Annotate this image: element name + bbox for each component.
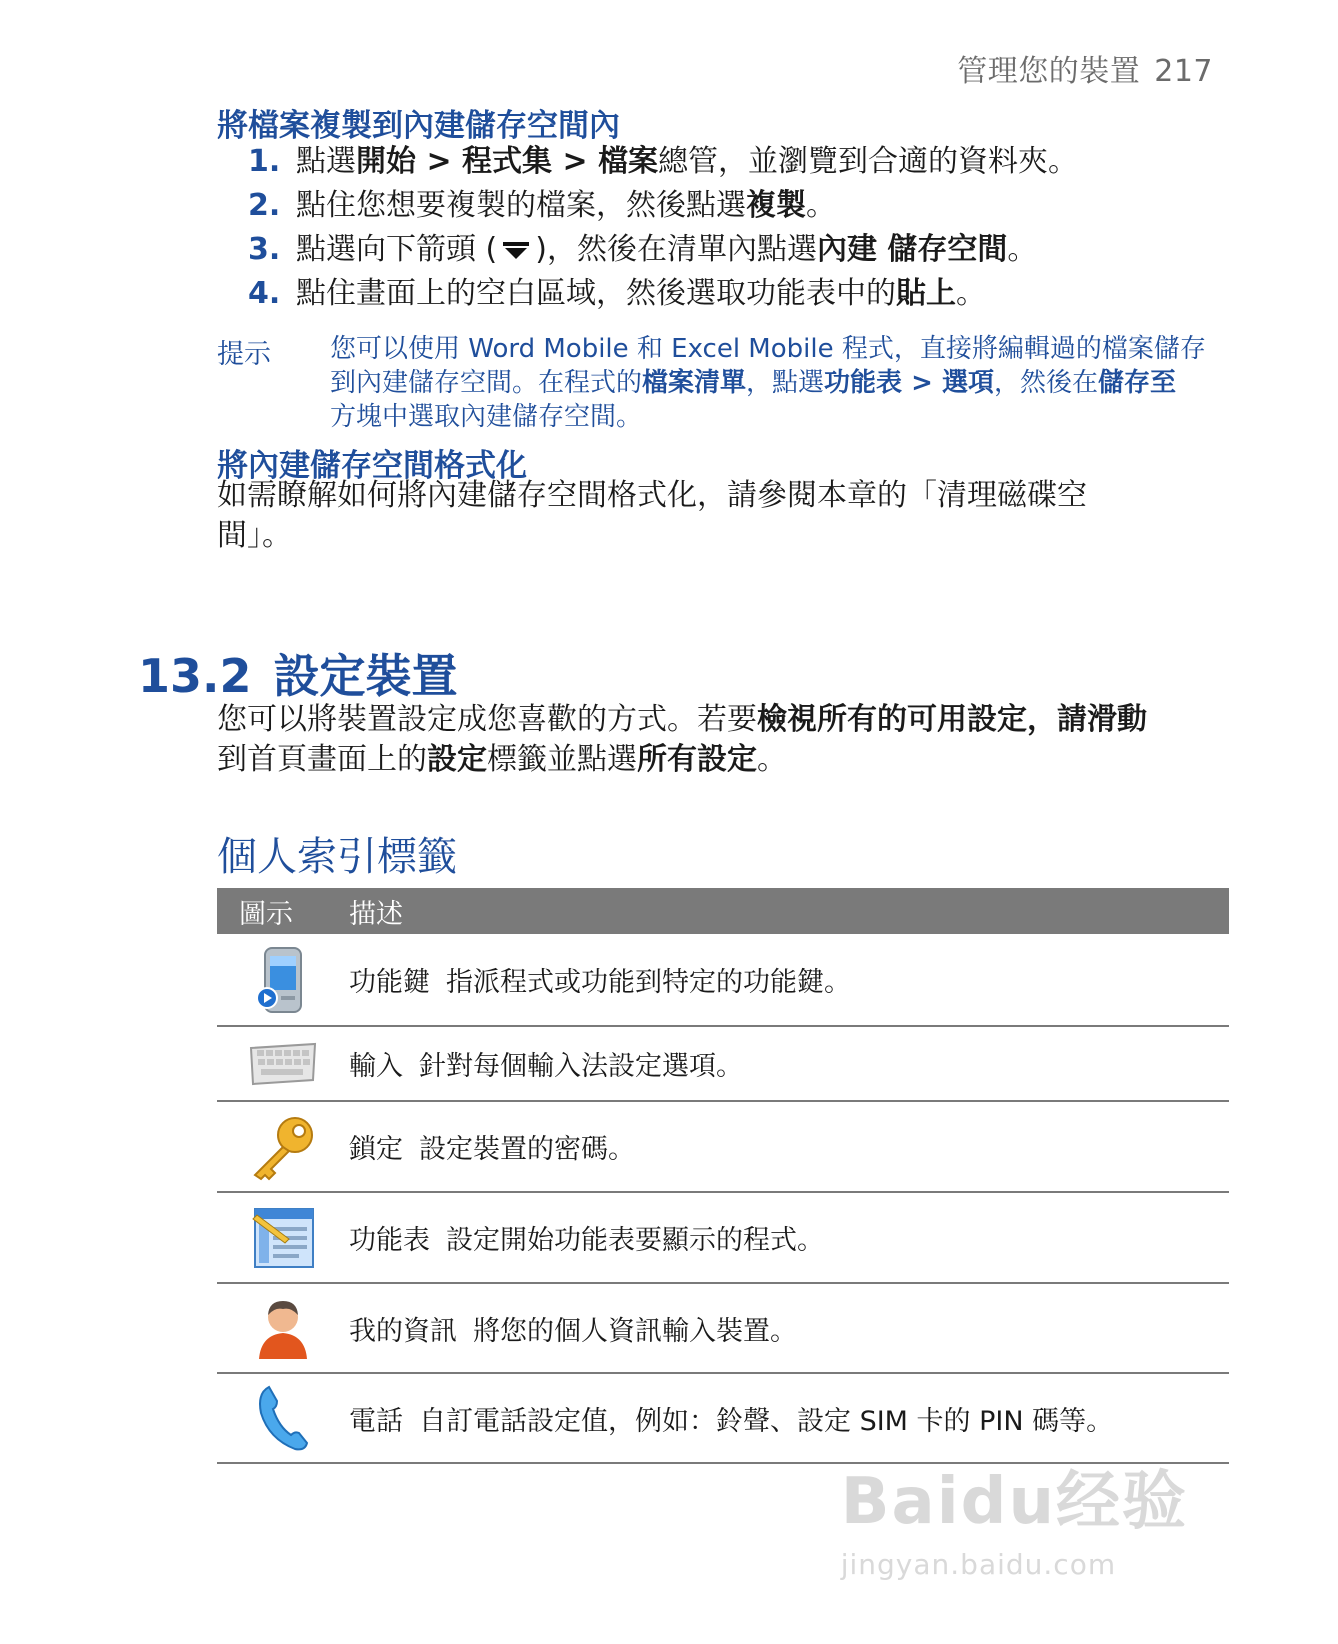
row-desc: 將您的個人資訊輸入裝置。	[473, 1315, 797, 1347]
step-bold: >	[552, 144, 599, 179]
steps-list	[248, 140, 1268, 316]
row-desc: 設定裝置的密碼。	[419, 1134, 635, 1165]
step-bold: 檔案	[598, 144, 659, 179]
tip-line: 方塊中選取內建儲存空間。	[330, 402, 643, 432]
phone-icon	[217, 1383, 349, 1453]
copy-section-heading: 將檔案複製到內建儲存空間內	[217, 108, 620, 144]
step-text: 點選	[296, 144, 356, 179]
step-bold: >	[416, 144, 463, 179]
device-icon	[217, 944, 349, 1016]
step-text: )，然後在清單內點選	[535, 232, 817, 267]
row-description	[349, 1127, 635, 1166]
section-intro	[217, 700, 1147, 780]
step-text: 點選向下箭頭 (	[296, 232, 498, 267]
tip-fragment: 到內建儲存空間。在程式的	[330, 368, 643, 398]
row-description	[349, 1218, 824, 1257]
page-number: 217	[1154, 54, 1213, 89]
step-text: 總管，並瀏覽到合適的資料夾。	[658, 144, 1079, 179]
step-2	[248, 184, 1268, 228]
step-text: 點住您想要複製的檔案，然後點選	[296, 188, 746, 223]
paragraph-line	[217, 700, 1147, 740]
step-bold: 貼上	[896, 276, 956, 311]
row-description	[349, 1399, 1113, 1438]
intro-bold: 檢視所有的可用設定，請滑動	[757, 702, 1147, 737]
step-text: 。	[956, 276, 986, 311]
step-3	[248, 228, 1268, 272]
intro-fragment: 標籤並點選	[487, 742, 637, 777]
intro-fragment: 您可以將裝置設定成您喜歡的方式。若要	[217, 702, 757, 737]
row-name: 輸入	[349, 1051, 403, 1082]
row-desc: 自訂電話設定值，例如：鈴聲、設定 SIM 卡的 PIN 碼等。	[419, 1405, 1114, 1437]
tip-fragment: ，然後在	[993, 368, 1098, 398]
paragraph-line: 間」。	[217, 518, 292, 553]
step-1	[248, 140, 1268, 184]
row-description	[349, 1309, 797, 1348]
page-header	[957, 46, 1213, 90]
step-text: 點住畫面上的空白區域，然後選取功能表中的	[296, 276, 896, 311]
down-arrow-icon	[501, 229, 531, 273]
step-bold: 開始	[356, 144, 416, 179]
format-section-heading: 將內建儲存空間格式化	[217, 448, 527, 484]
format-paragraph	[217, 476, 1087, 556]
settings-table	[217, 888, 1229, 1464]
keyboard-icon	[217, 1040, 349, 1088]
intro-fragment: 到首頁畫面上的	[217, 742, 427, 777]
row-desc: 指派程式或功能到特定的功能鍵。	[446, 967, 851, 998]
row-name: 功能表	[349, 1225, 430, 1256]
table-row	[217, 934, 1229, 1027]
key-icon	[217, 1113, 349, 1181]
row-desc: 針對每個輸入法設定選項。	[419, 1051, 743, 1082]
row-description	[349, 1044, 743, 1083]
row-name: 鎖定	[349, 1134, 403, 1165]
tip-bold: 儲存至	[1097, 368, 1176, 398]
row-name: 電話	[349, 1405, 403, 1437]
intro-bold: 設定	[427, 742, 487, 777]
row-name: 功能鍵	[349, 967, 430, 998]
header-title: 管理您的裝置	[957, 54, 1141, 89]
table-row	[217, 1284, 1229, 1374]
person-icon	[217, 1295, 349, 1361]
table-row	[217, 1027, 1229, 1102]
step-number: 4.	[248, 276, 281, 311]
row-description	[349, 960, 851, 999]
table-header	[217, 888, 1229, 934]
row-name: 我的資訊	[349, 1315, 457, 1347]
row-desc: 設定開始功能表要顯示的程式。	[446, 1225, 824, 1256]
section-number: 13.2	[138, 649, 252, 703]
step-text: 。	[1007, 232, 1038, 267]
section-heading	[138, 640, 458, 706]
subsection-title: 個人索引標籤	[217, 834, 457, 880]
intro-bold: 所有設定	[637, 742, 757, 777]
watermark-logo: Baidu经验	[840, 1465, 1188, 1539]
step-bold: 程式集	[462, 144, 553, 179]
menu-icon	[217, 1205, 349, 1271]
tip-fragment: ，點選	[746, 368, 825, 398]
tip-bold: 功能表	[824, 368, 903, 398]
tip-label: 提示	[217, 339, 271, 370]
baidu-watermark	[841, 1450, 1188, 1581]
intro-fragment: 。	[757, 742, 787, 777]
tip-line: 您可以使用 Word Mobile 和 Excel Mobile 程式，直接將編輯過的檔案儲存	[330, 334, 1206, 364]
tip-text	[330, 332, 1230, 434]
paragraph-line	[217, 740, 1147, 780]
section-title: 設定裝置	[273, 649, 458, 703]
table-row	[217, 1193, 1229, 1284]
header-desc-col: 描述	[349, 898, 403, 930]
step-number: 2.	[248, 188, 281, 223]
paragraph-line: 如需瞭解如何將內建儲存空間格式化，請參閱本章的「清理磁碟空	[217, 478, 1087, 513]
step-number: 3.	[248, 232, 281, 267]
step-bold: 複製	[746, 188, 806, 223]
step-bold: 內建 儲存空間	[816, 232, 1008, 267]
tip-bold: 檔案清單	[642, 368, 747, 398]
step-number: 1.	[248, 144, 281, 179]
tip-bold: 選項	[941, 368, 994, 398]
tip-line	[330, 366, 1230, 400]
table-row	[217, 1102, 1229, 1193]
watermark-url: jingyan.baidu.com	[840, 1548, 1117, 1581]
step-text: 。	[806, 188, 836, 223]
header-icon-col: 圖示	[239, 898, 293, 930]
step-4	[248, 272, 1268, 316]
tip-bold: >	[902, 368, 942, 398]
